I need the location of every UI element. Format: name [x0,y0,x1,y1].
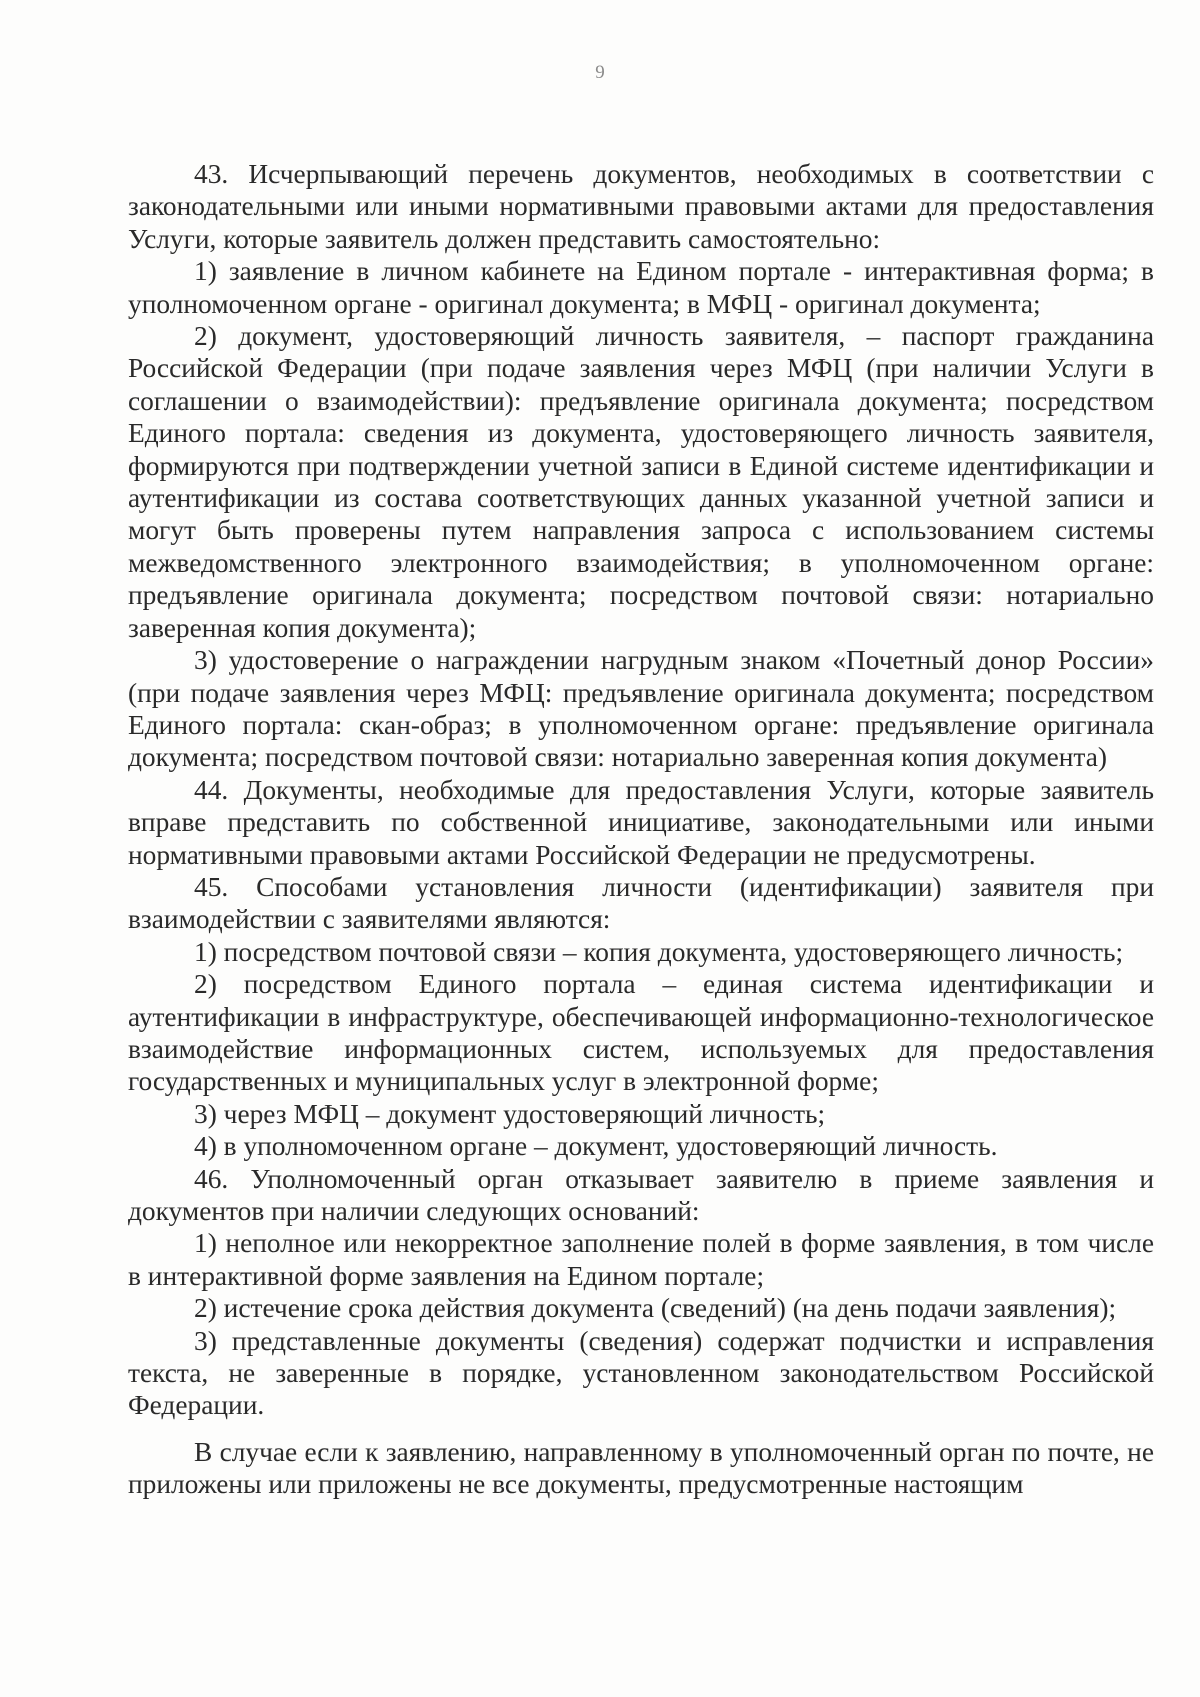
paragraph-45-item-3: 3) через МФЦ – документ удостоверяющий личность; [194,1098,826,1129]
paragraph-46-item-2: 2) истечение срока действия документа (сведений) (на день подачи заявления); [194,1293,1117,1324]
paragraph-45-item-1: 1) посредством почтовой связи – копия документа, удостоверяющего личность; [194,936,1124,967]
paragraph-closing: В случае если к заявлению, направленному в уполномоченный орган по почте, не приложены или приложены не все документы, предусмотренные настоящим [128,1436,1154,1500]
paragraph-45-item-2: 2) посредством Единого портала – единая система идентификации и аутентификации в инфраструктуре, обеспечивающей информационно-технологическое взаимодействие информационных систем, используемых для предоставления государственных и муниципальных услуг в электронной форме; [128,969,1154,1097]
paragraph-45-item-4: 4) в уполномоченном органе – документ, удостоверяющий личность. [194,1131,998,1162]
paragraph-46-item-1: 1) неполное или некорректное заполнение полей в форме заявления, в том числе в интерактивной форме заявления на Едином портале; [128,1228,1154,1291]
paragraph-46: 46. Уполномоченный орган отказывает заявителю в приеме заявления и документов при наличии следующих оснований: [128,1163,1154,1226]
paragraph-43: 43. Исчерпывающий перечень документов, необходимых в соответствии с законодательными или иными нормативными правовыми актами для предоставления Услуги, которые заявитель должен представить самостоятельно: [128,159,1154,254]
paragraph-43-item-2: 2) документ, удостоверяющий личность заявителя, – паспорт гражданина Российской Федерации (при подаче заявления через МФЦ (при наличии Услуги в соглашении о взаимодействии): предъявление оригинала документа; посредством Единого портала: сведения из документа, удостоверяющего личность заявителя, формируются при подтверждении учетной записи в Единой системе идентификации и аутентификации из состава соответствующих данных указанной учетной записи и могут быть проверены путем направления запроса с использованием системы межведомственного электронного взаимодействия; в уполномоченном органе: предъявление оригинала документа; посредством почтовой связи: нотариально заверенная копия документа); [128,321,1154,643]
paragraph-44: 44. Документы, необходимые для предоставления Услуги, которые заявитель вправе представить по собственной инициативе, законодательными или иными нормативными правовыми актами Российской Федерации не предусмотрены. [128,774,1154,870]
paragraph-45: 45. Способами установления личности (идентификации) заявителя при взаимодействии с заявителями являются: [128,871,1154,935]
paragraph-46-item-3: 3) представленные документы (сведения) содержат подчистки и исправления текста, не заверенные в порядке, установленном законодательством Российской Федерации. [128,1325,1154,1421]
page-number: 9 [595,62,605,83]
paragraph-43-item-3: 3) удостоверение о награждении нагрудным знаком «Почетный донор России» (при подаче заявления через МФЦ: предъявление оригинала документа; посредством Единого портала: скан-образ; в уполномоченном органе: предъявление оригинала документа; посредством почтовой связи: нотариально заверенная копия документа) [128,645,1154,773]
paragraph-43-item-1: 1) заявление в личном кабинете на Едином портале - интерактивная форма; в уполномоченном органе - оригинал документа; в МФЦ - оригинал документа; [128,256,1154,319]
document-body [128,158,1154,1501]
